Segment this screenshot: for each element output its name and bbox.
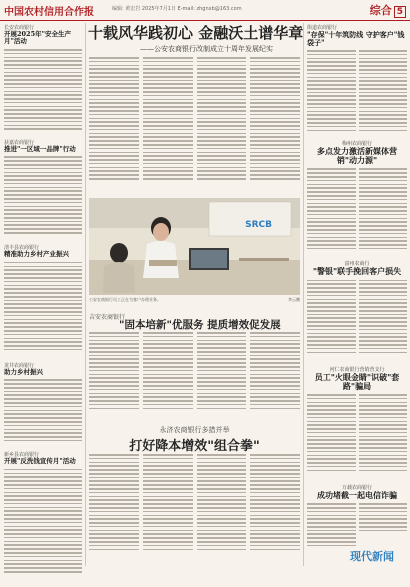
- article-body: [307, 168, 407, 260]
- article-title: 开展2025年"安全生产月"活动: [4, 30, 71, 46]
- article-kicker: 富州农商行: [344, 261, 370, 268]
- article-title: "警银"联手挽回客户损失: [312, 266, 402, 277]
- text-column: [143, 454, 193, 564]
- article-body: [4, 262, 82, 362]
- text-column: [89, 454, 139, 564]
- edition-info: 编辑: 黄宏岩 2025年7月1日 E-mail: zhgnxb@163.com: [112, 6, 242, 12]
- text-column: [89, 57, 139, 197]
- article-body: [4, 379, 82, 451]
- article-headline: "固本培新"优服务 提质增效促发展: [119, 319, 281, 331]
- left-column: [4, 24, 82, 587]
- article-kicker: 获嘉农商银行: [4, 139, 35, 146]
- article-title: "存保"十年筑防线 守护客户"钱袋子": [307, 30, 405, 48]
- text-column: [250, 332, 300, 420]
- article-title: 精准助力乡村产业振兴: [4, 250, 69, 259]
- main-article-body: [89, 57, 300, 197]
- column-divider-right: [303, 23, 304, 566]
- article-kicker: 长安农商银行: [4, 25, 35, 31]
- text-column: [197, 454, 247, 564]
- text-column: [89, 332, 139, 420]
- text-column: [143, 57, 193, 197]
- article-kicker: 清丰县农商银行: [4, 245, 40, 252]
- article-body: [307, 50, 407, 140]
- masthead-rule: [0, 20, 410, 21]
- text-column: [143, 332, 193, 420]
- text-column: [250, 57, 300, 197]
- article-kicker: 街道农商银行: [307, 25, 338, 31]
- article-title: 推进"一区域一品牌"行动: [4, 144, 76, 153]
- article-kicker: 河仁农商银行营销营支行: [329, 366, 385, 373]
- main-headline: 十载风华践初心 金融沃土谱华章: [88, 24, 304, 42]
- mid-article-body: [89, 332, 300, 420]
- article-title: 助力乡村振兴: [4, 367, 43, 376]
- article-body: [307, 503, 407, 553]
- photo-credit: 李云鹏: [288, 297, 300, 302]
- text-column: [197, 332, 247, 420]
- caption-text: 公安农商银行员工正在为客户办理业务。: [89, 297, 161, 302]
- article-body: [4, 156, 82, 244]
- masthead: [0, 0, 410, 20]
- article-kicker: 永济农商银行多措并举: [159, 426, 230, 434]
- article-kicker: 新乡县农商银行: [4, 452, 40, 459]
- mid-article-header: [89, 312, 300, 332]
- page-number: 5: [394, 6, 406, 18]
- text-column: [197, 57, 247, 197]
- article-kicker: 梅州农商银行: [341, 141, 372, 148]
- right-column: [307, 24, 407, 553]
- article-title: 开展"反洗钱宣传月"活动: [4, 457, 76, 466]
- article-kicker: 龙井农商银行: [4, 362, 35, 369]
- article-headline: 打好降本增效"组合拳": [129, 439, 260, 454]
- bottom-article-header: [89, 425, 300, 454]
- section-label: [370, 2, 406, 18]
- article-title: 多点发力激活新媒体营销"动力源": [317, 146, 397, 166]
- brand-logo: 现代新闻: [350, 550, 394, 563]
- main-subtitle: ——公安农商银行改制成立十周年发展纪实: [140, 45, 273, 53]
- article-kicker: 万载农商银行: [341, 485, 372, 492]
- article-title: 员工"火眼金睛"识破"套路"骗局: [314, 371, 400, 391]
- article-body: [4, 49, 82, 139]
- photo-caption: [89, 297, 300, 302]
- article-body: [307, 394, 407, 484]
- article-body: [307, 280, 407, 366]
- main-photo: [89, 198, 300, 295]
- article-title: 成功堵截一起电信诈骗: [317, 490, 397, 501]
- photo-illustration: [89, 198, 300, 295]
- column-divider-left: [85, 23, 86, 566]
- text-column: [250, 454, 300, 564]
- article-body: [4, 469, 82, 587]
- section-name: 综合: [369, 4, 392, 17]
- paper-title: 中国农村信用合作报: [4, 7, 94, 18]
- article-kicker: 吉安农商银行: [89, 314, 126, 321]
- bottom-article-body: [89, 454, 300, 564]
- bank-logo: SRCB: [245, 220, 272, 230]
